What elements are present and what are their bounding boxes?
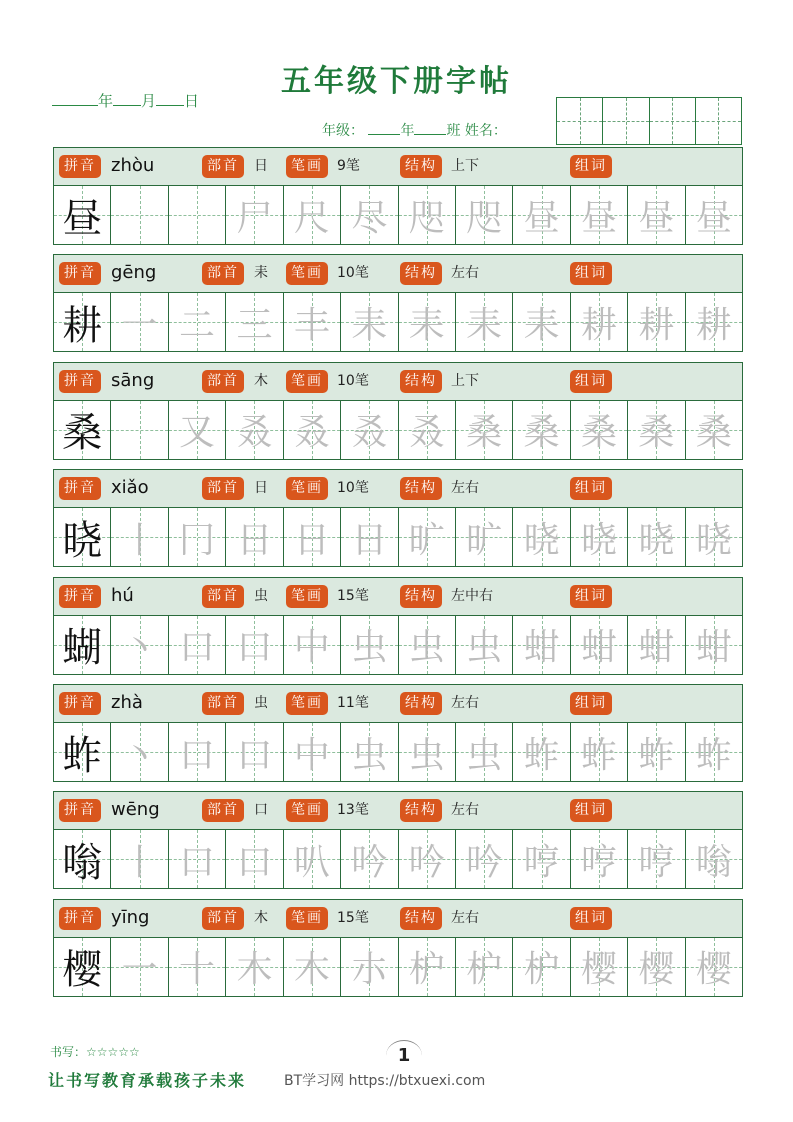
stroke-step-cell[interactable]: 又	[169, 401, 226, 459]
class-blank[interactable]	[414, 122, 446, 135]
stroke-step-cell[interactable]: 蚱	[686, 723, 742, 781]
stroke-step-cell[interactable]: 虫	[341, 723, 398, 781]
stroke-step-cell[interactable]: 尽	[341, 186, 398, 244]
stroke-step-cell[interactable]: 蚶	[686, 616, 742, 674]
char-header	[54, 792, 742, 830]
practice-grid	[54, 616, 742, 674]
strokes-value: 13笔	[337, 802, 369, 819]
char-block	[53, 469, 743, 567]
stroke-step-cell[interactable]: 叒	[284, 401, 341, 459]
structure-tag: 结构	[400, 370, 442, 393]
structure-value: 左右	[451, 695, 479, 711]
day-blank[interactable]	[156, 91, 184, 106]
stroke-step-cell[interactable]: 丰	[284, 293, 341, 351]
stroke-step-cell[interactable]: 蚶	[628, 616, 685, 674]
stroke-step-cell[interactable]: 日	[284, 508, 341, 566]
stroke-step-cell[interactable]: 口	[226, 723, 283, 781]
stroke-step-cell[interactable]: 咫	[399, 186, 456, 244]
slogan: 让书写教育承载孩子未来	[48, 1071, 247, 1090]
words-tag: 组词	[570, 477, 612, 500]
stroke-step-cell[interactable]: 桑	[456, 401, 513, 459]
grade-blank[interactable]	[368, 122, 400, 135]
radical-tag: 部首	[202, 692, 244, 715]
char-header	[54, 363, 742, 401]
strokes-value: 15笔	[337, 909, 369, 926]
stroke-step-cell[interactable]: 昼	[513, 186, 570, 244]
pinyin-value: sāng	[111, 369, 155, 391]
stroke-step-cell[interactable]: 晓	[513, 508, 570, 566]
stroke-step-cell[interactable]: 蚶	[571, 616, 628, 674]
structure-value: 上下	[451, 158, 479, 174]
stroke-step-cell[interactable]: 叭	[284, 830, 341, 888]
pinyin-value: zhà	[111, 692, 143, 713]
page-number: 1	[386, 1040, 422, 1071]
radical-value: 口	[254, 802, 268, 819]
stroke-step-cell[interactable]: 日	[226, 508, 283, 566]
practice-grid	[54, 186, 742, 244]
stroke-step-cell[interactable]	[169, 186, 226, 244]
strokes-value: 9笔	[337, 158, 360, 174]
stroke-step-cell[interactable]: 丶	[111, 616, 168, 674]
char-header	[54, 470, 742, 508]
char-header	[54, 255, 742, 293]
radical-value: 木	[254, 909, 268, 926]
stroke-step-cell[interactable]: 口	[169, 723, 226, 781]
radical-tag: 部首	[202, 155, 244, 178]
pinyin-value: gēng	[111, 262, 157, 284]
stroke-step-cell[interactable]: 蚱	[571, 723, 628, 781]
radical-value: 虫	[254, 695, 268, 711]
stroke-step-cell[interactable]: 口	[226, 616, 283, 674]
radical-tag: 部首	[202, 477, 244, 500]
stroke-step-cell[interactable]: 叒	[226, 401, 283, 459]
pinyin-tag: 拼音	[59, 692, 101, 715]
stroke-step-cell[interactable]: 吟	[341, 830, 398, 888]
stroke-step-cell[interactable]: 旷	[456, 508, 513, 566]
radical-value: 日	[254, 158, 268, 174]
rating-stars: 书写：☆☆☆☆☆	[50, 1045, 140, 1059]
words-tag: 组词	[570, 155, 612, 178]
stroke-step-cell[interactable]: 枦	[513, 938, 570, 996]
stroke-step-cell[interactable]: 二	[169, 293, 226, 351]
year-blank[interactable]	[52, 91, 98, 106]
model-char-cell: 樱	[54, 938, 111, 996]
words-tag: 组词	[570, 907, 612, 930]
pinyin-tag: 拼音	[59, 262, 101, 285]
stroke-step-cell[interactable]: 冂	[169, 508, 226, 566]
strokes-tag: 笔画	[286, 799, 328, 822]
structure-value: 左中右	[451, 587, 493, 604]
month-blank[interactable]	[113, 91, 141, 106]
stroke-step-cell[interactable]: 丨	[111, 508, 168, 566]
words-tag: 组词	[570, 262, 612, 285]
practice-grid	[54, 508, 742, 566]
stroke-step-cell[interactable]: 耕	[686, 293, 742, 351]
structure-tag: 结构	[400, 477, 442, 500]
stroke-step-cell[interactable]	[111, 401, 168, 459]
structure-tag: 结构	[400, 799, 442, 822]
stroke-step-cell[interactable]: 哼	[571, 830, 628, 888]
stroke-step-cell[interactable]: 蚶	[513, 616, 570, 674]
pinyin-value: yīng	[111, 906, 150, 928]
stroke-step-cell[interactable]: 日	[341, 508, 398, 566]
char-block	[53, 147, 743, 245]
stroke-step-cell[interactable]: 虫	[399, 616, 456, 674]
radical-tag: 部首	[202, 907, 244, 930]
words-tag: 组词	[570, 370, 612, 393]
stroke-step-cell[interactable]: 耒	[456, 293, 513, 351]
structure-value: 左右	[451, 802, 479, 819]
pinyin-value: hú	[111, 584, 134, 606]
char-header	[54, 148, 742, 186]
radical-value: 虫	[254, 587, 268, 604]
strokes-value: 10笔	[337, 480, 369, 497]
practice-grid	[54, 723, 742, 781]
stroke-step-cell[interactable]: 三	[226, 293, 283, 351]
stroke-step-cell[interactable]: 枦	[399, 938, 456, 996]
stroke-step-cell[interactable]: 丶	[111, 723, 168, 781]
radical-tag: 部首	[202, 585, 244, 608]
structure-tag: 结构	[400, 585, 442, 608]
stroke-step-cell[interactable]: 晓	[571, 508, 628, 566]
stroke-step-cell[interactable]: 丨	[111, 830, 168, 888]
char-block	[53, 362, 743, 460]
stroke-step-cell[interactable]: 虫	[399, 723, 456, 781]
stroke-step-cell[interactable]: 枦	[456, 938, 513, 996]
radical-value: 耒	[254, 265, 268, 282]
stroke-step-cell[interactable]: 樱	[686, 938, 742, 996]
stroke-step-cell[interactable]: 虫	[456, 616, 513, 674]
stroke-step-cell[interactable]: 木	[284, 938, 341, 996]
stroke-step-cell[interactable]: 晓	[686, 508, 742, 566]
structure-tag: 结构	[400, 155, 442, 178]
strokes-tag: 笔画	[286, 692, 328, 715]
stroke-step-cell[interactable]: 口	[169, 830, 226, 888]
char-header	[54, 578, 742, 616]
structure-value: 上下	[451, 372, 479, 389]
stroke-step-cell[interactable]: 桑	[628, 401, 685, 459]
stroke-step-cell[interactable]: 虫	[341, 616, 398, 674]
pinyin-tag: 拼音	[59, 799, 101, 822]
structure-value: 左右	[451, 909, 479, 926]
stroke-step-cell[interactable]: 一	[111, 938, 168, 996]
radical-tag: 部首	[202, 262, 244, 285]
stroke-step-cell[interactable]: 桑	[571, 401, 628, 459]
stroke-step-cell[interactable]: 蚱	[513, 723, 570, 781]
strokes-tag: 笔画	[286, 155, 328, 178]
stroke-step-cell[interactable]: 木	[226, 938, 283, 996]
strokes-value: 10笔	[337, 265, 369, 282]
model-char-cell: 耕	[54, 293, 111, 351]
structure-tag: 结构	[400, 692, 442, 715]
class-info: 年级： 年 班 姓名：	[322, 123, 507, 139]
stroke-step-cell[interactable]: 耒	[399, 293, 456, 351]
model-char-cell: 桑	[54, 401, 111, 459]
stroke-step-cell[interactable]: 尸	[226, 186, 283, 244]
pinyin-tag: 拼音	[59, 477, 101, 500]
stroke-step-cell[interactable]: 蚱	[628, 723, 685, 781]
stroke-step-cell[interactable]: 哼	[628, 830, 685, 888]
model-char-cell: 蝴	[54, 616, 111, 674]
char-block	[53, 899, 743, 997]
strokes-value: 11笔	[337, 695, 369, 711]
pinyin-value: zhòu	[111, 155, 155, 176]
date-line: 年 月 日	[52, 90, 199, 111]
strokes-tag: 笔画	[286, 477, 328, 500]
strokes-tag: 笔画	[286, 262, 328, 285]
stroke-step-cell[interactable]: 中	[284, 723, 341, 781]
practice-grid	[54, 938, 742, 996]
radical-tag: 部首	[202, 370, 244, 393]
structure-tag: 结构	[400, 907, 442, 930]
model-char-cell: 蚱	[54, 723, 111, 781]
stroke-step-cell[interactable]: 昼	[686, 186, 742, 244]
stroke-step-cell[interactable]: 叒	[341, 401, 398, 459]
words-tag: 组词	[570, 585, 612, 608]
radical-tag: 部首	[202, 799, 244, 822]
pinyin-value: xiǎo	[111, 477, 149, 499]
structure-tag: 结构	[400, 262, 442, 285]
stroke-step-cell[interactable]: 吟	[456, 830, 513, 888]
stroke-step-cell[interactable]: 耒	[341, 293, 398, 351]
stroke-step-cell[interactable]: 吟	[399, 830, 456, 888]
stroke-step-cell[interactable]: 虫	[456, 723, 513, 781]
char-header	[54, 900, 742, 938]
stroke-step-cell[interactable]: 朩	[341, 938, 398, 996]
stroke-step-cell[interactable]: 尺	[284, 186, 341, 244]
char-block	[53, 254, 743, 352]
radical-value: 木	[254, 372, 268, 389]
strokes-tag: 笔画	[286, 907, 328, 930]
stroke-step-cell[interactable]: 桑	[513, 401, 570, 459]
stroke-step-cell[interactable]: 樱	[571, 938, 628, 996]
stroke-step-cell[interactable]: 哼	[513, 830, 570, 888]
radical-value: 日	[254, 480, 268, 497]
structure-value: 左右	[451, 265, 479, 282]
stroke-step-cell[interactable]: 叒	[399, 401, 456, 459]
stroke-step-cell[interactable]: 口	[226, 830, 283, 888]
stroke-step-cell[interactable]: 晓	[628, 508, 685, 566]
stroke-step-cell[interactable]: 十	[169, 938, 226, 996]
pinyin-tag: 拼音	[59, 585, 101, 608]
stroke-step-cell[interactable]: 中	[284, 616, 341, 674]
stroke-step-cell[interactable]: 口	[169, 616, 226, 674]
stroke-step-cell[interactable]: 樱	[628, 938, 685, 996]
structure-value: 左右	[451, 480, 479, 497]
char-block	[53, 791, 743, 889]
char-block	[53, 684, 743, 782]
stroke-step-cell[interactable]: 耕	[571, 293, 628, 351]
stroke-step-cell[interactable]: 旷	[399, 508, 456, 566]
stroke-step-cell[interactable]: 桑	[686, 401, 742, 459]
strokes-tag: 笔画	[286, 585, 328, 608]
model-char-cell: 嗡	[54, 830, 111, 888]
stroke-step-cell[interactable]: 一	[111, 293, 168, 351]
stroke-step-cell[interactable]: 嗡	[686, 830, 742, 888]
strokes-tag: 笔画	[286, 370, 328, 393]
model-char-cell: 晓	[54, 508, 111, 566]
stroke-step-cell[interactable]	[111, 186, 168, 244]
practice-grid	[54, 830, 742, 888]
practice-grid	[54, 293, 742, 351]
stroke-step-cell[interactable]: 昼	[571, 186, 628, 244]
strokes-value: 15笔	[337, 587, 369, 604]
char-header	[54, 685, 742, 723]
site-link[interactable]: BT学习网 https://btxuexi.com	[284, 1073, 486, 1089]
name-grid[interactable]	[556, 97, 742, 145]
practice-grid	[54, 401, 742, 459]
model-char-cell: 昼	[54, 186, 111, 244]
stroke-step-cell[interactable]: 耕	[628, 293, 685, 351]
words-tag: 组词	[570, 799, 612, 822]
page-title: 五年级下册字帖	[281, 64, 512, 99]
pinyin-tag: 拼音	[59, 370, 101, 393]
pinyin-tag: 拼音	[59, 155, 101, 178]
char-block	[53, 577, 743, 675]
stroke-step-cell[interactable]: 耒	[513, 293, 570, 351]
stroke-step-cell[interactable]: 昼	[628, 186, 685, 244]
words-tag: 组词	[570, 692, 612, 715]
stroke-step-cell[interactable]: 咫	[456, 186, 513, 244]
pinyin-tag: 拼音	[59, 907, 101, 930]
strokes-value: 10笔	[337, 372, 369, 389]
pinyin-value: wēng	[111, 799, 160, 821]
